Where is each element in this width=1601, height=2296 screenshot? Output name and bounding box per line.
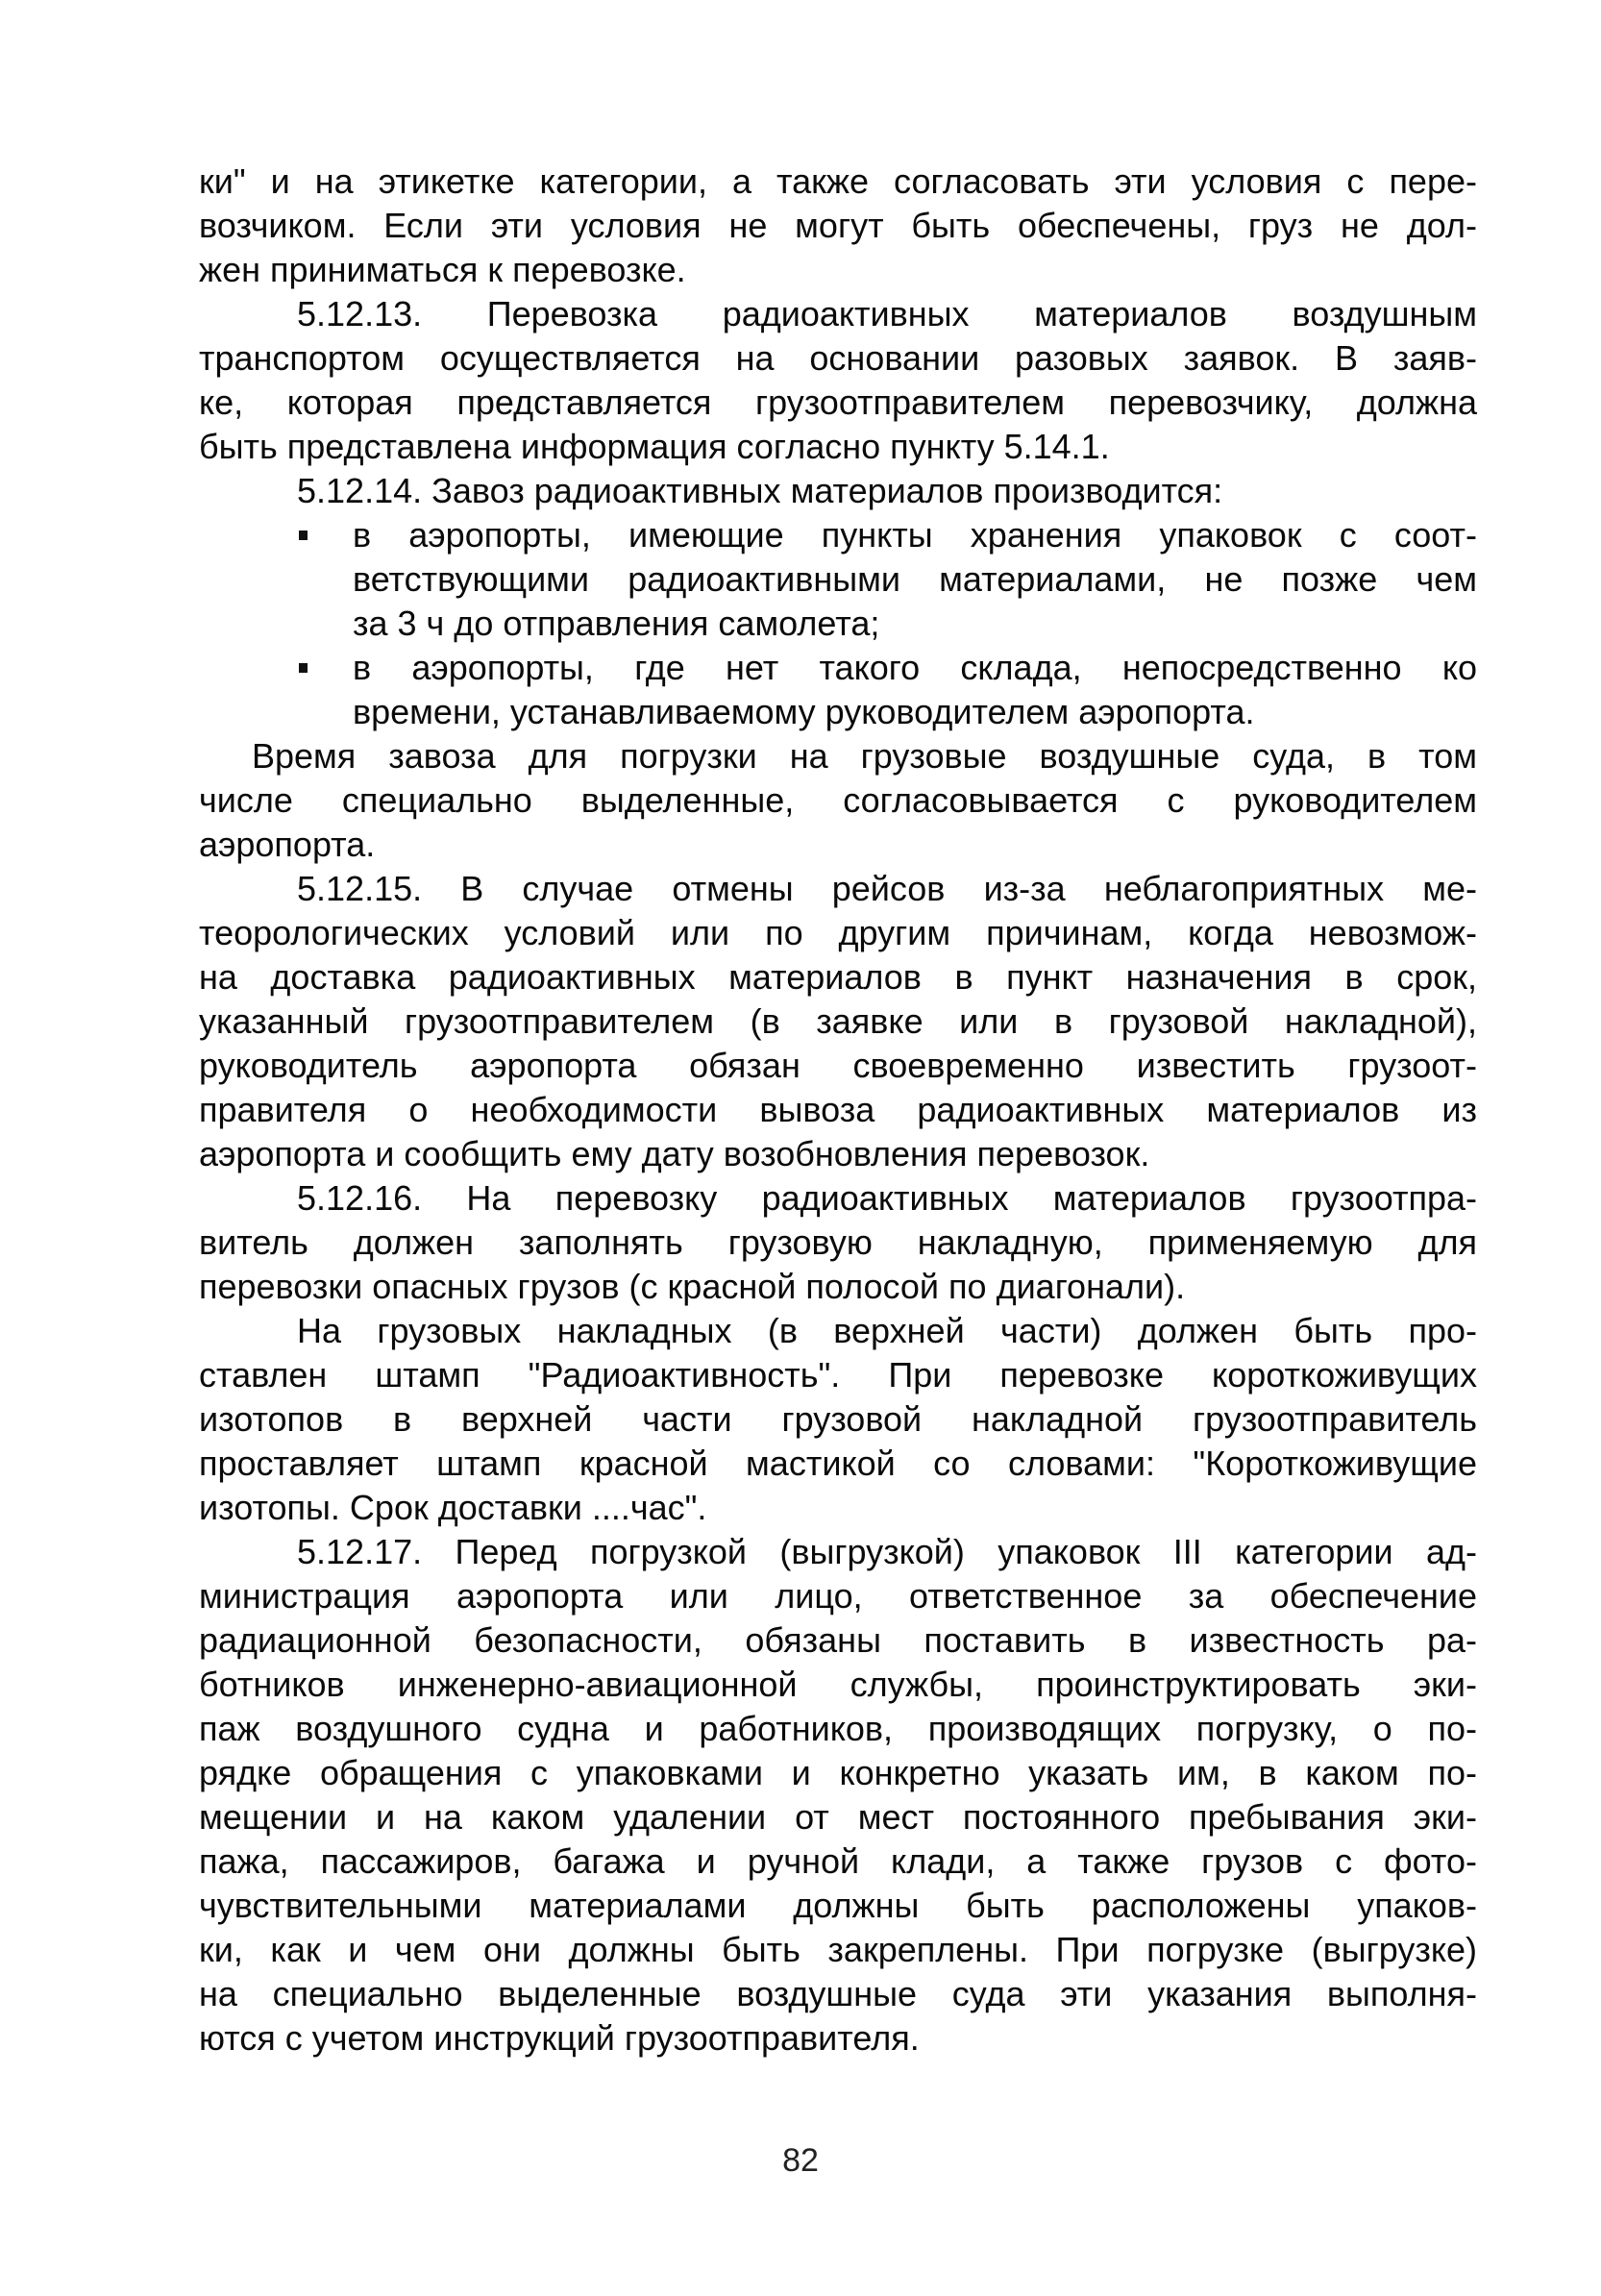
- text-line: 5.12.16. На перевозку радиоактивных материалов грузоотпра-: [297, 1178, 1477, 1218]
- text-line: жен приниматься к перевозке.: [199, 250, 686, 289]
- text-line: паж воздушного судна и работников, производящих погрузку, о по-: [199, 1709, 1477, 1748]
- bullet-marker: [299, 663, 308, 673]
- text-line: На грузовых накладных (в верхней части) должен быть про-: [297, 1311, 1477, 1350]
- text-line: ки, как и чем они должны быть закреплены. При погрузке (выгрузке): [199, 1930, 1477, 1969]
- page-number: 82: [782, 2142, 819, 2179]
- text-line: 5.12.13. Перевозка радиоактивных материалов воздушным: [297, 294, 1477, 333]
- text-line: изотопы. Срок доставки ....час".: [199, 1488, 707, 1527]
- text-line: правителя о необходимости вывоза радиоактивных материалов из: [199, 1090, 1477, 1129]
- text-line: возчиком. Если эти условия не могут быть обеспечены, груз не дол-: [199, 206, 1477, 245]
- paragraph-5-12-14: [199, 469, 1477, 867]
- text-line: изотопов в верхней части грузовой накладной грузоотправитель: [199, 1399, 1477, 1439]
- text-line: рядке обращения с упаковками и конкретно указать им, в каком по-: [199, 1753, 1477, 1792]
- bullet-marker: [299, 531, 308, 540]
- text-line: ботников инженерно-авиационной службы, проинструктировать эки-: [199, 1665, 1477, 1704]
- text-line: за 3 ч до отправления самолета;: [353, 604, 880, 643]
- text-line: теорологических условий или по другим причинам, когда невозмож-: [199, 913, 1477, 952]
- text-line: времени, устанавливаемому руководителем аэропорта.: [353, 692, 1255, 731]
- page-body: [199, 160, 1477, 2061]
- paragraph-continuation: [199, 160, 1477, 292]
- text-line: в аэропорты, где нет такого склада, непосредственно ко: [353, 648, 1477, 687]
- text-line: 5.12.15. В случае отмены рейсов из-за неблагоприятных ме-: [297, 869, 1477, 908]
- text-line: пажа, пассажиров, багажа и ручной клади, а также грузов с фото-: [199, 1841, 1477, 1881]
- text-line: 5.12.17. Перед погрузкой (выгрузкой) упаковок III категории ад-: [297, 1532, 1477, 1571]
- paragraph-5-12-16: [199, 1176, 1477, 1530]
- text-line: аэропорта и сообщить ему дату возобновления перевозок.: [199, 1134, 1150, 1173]
- text-line: ются с учетом инструкций грузоотправителя.: [199, 2018, 920, 2058]
- paragraph-5-12-13: [199, 292, 1477, 469]
- text-line: перевозки опасных грузов (с красной полосой по диагонали).: [199, 1267, 1186, 1306]
- text-line: аэропорта.: [199, 825, 376, 864]
- text-line: ветствующими радиоактивными материалами, не позже чем: [353, 559, 1477, 599]
- text-line: быть представлена информация согласно пункту 5.14.1.: [199, 427, 1110, 466]
- text-line: 5.12.14. Завоз радиоактивных материалов производится:: [297, 471, 1223, 510]
- text-line: чувствительными материалами должны быть расположены упаков-: [199, 1886, 1477, 1925]
- text-line: на специально выделенные воздушные суда эти указания выполня-: [199, 1974, 1477, 2013]
- text-line: витель должен заполнять грузовую накладную, применяемую для: [199, 1222, 1477, 1262]
- text-line: числе специально выделенные, согласовывается с руководителем: [199, 780, 1477, 820]
- text-line: ки" и на этикетке категории, а также согласовать эти условия с пере-: [199, 161, 1477, 201]
- text-line: радиационной безопасности, обязаны поставить в известность ра-: [199, 1620, 1477, 1660]
- bullet-item: [199, 646, 1477, 734]
- text-line: проставляет штамп красной мастикой со словами: "Короткоживущие: [199, 1444, 1477, 1483]
- text-line: мещении и на каком удалении от мест постоянного пребывания эки-: [199, 1797, 1477, 1837]
- text-line: в аэропорты, имеющие пункты хранения упаковок с соот-: [353, 515, 1477, 555]
- text-line: министрация аэропорта или лицо, ответственное за обеспечение: [199, 1576, 1477, 1616]
- bullet-item: [199, 513, 1477, 646]
- text-line: руководитель аэропорта обязан своевременно известить грузоот-: [199, 1046, 1477, 1085]
- text-line: ке, которая представляется грузоотправителем перевозчику, должна: [199, 383, 1477, 422]
- paragraph-5-12-15: [199, 867, 1477, 1176]
- text-line: на доставка радиоактивных материалов в пункт назначения в срок,: [199, 957, 1477, 997]
- text-line: указанный грузоотправителем (в заявке или в грузовой накладной),: [199, 1001, 1477, 1041]
- paragraph-5-12-17: [199, 1530, 1477, 2061]
- text-line: ставлен штамп "Радиоактивность". При перевозке короткоживущих: [199, 1355, 1477, 1395]
- text-line: транспортом осуществляется на основании разовых заявок. В заяв-: [199, 338, 1477, 378]
- text-line: Время завоза для погрузки на грузовые воздушные суда, в том: [252, 736, 1477, 776]
